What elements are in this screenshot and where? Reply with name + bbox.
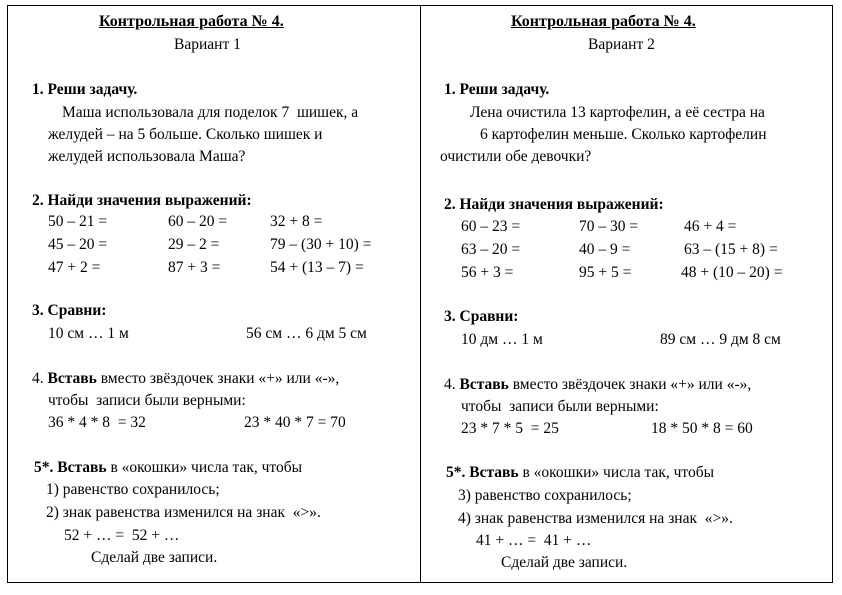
v2-task5-verb: 5*. Вставь — [446, 464, 519, 481]
worksheet-sheet — [7, 5, 833, 583]
v2-task5-line: 3) равенство сохранилось; — [458, 487, 632, 504]
v2-task2-heading: 2. Найди значения выражений: — [444, 196, 664, 213]
v2-task3-heading: 3. Сравни: — [444, 308, 519, 325]
v2-task1-line: 6 картофелин меньше. Сколько картофелин — [480, 126, 767, 143]
v2-task4-number: 4. — [444, 376, 460, 393]
v1-task5-line: 2) знак равенства изменился на знак «>». — [46, 504, 321, 521]
v2-task5-heading — [446, 464, 714, 482]
v1-task5-heading — [34, 459, 302, 477]
v2-expression: 63 – (15 + 8) = — [684, 241, 778, 258]
v2-expression: 95 + 5 = — [579, 264, 632, 281]
column-divider — [420, 6, 421, 582]
v1-task5-line: 52 + … = 52 + … — [64, 527, 180, 544]
v1-compare-item: 56 см … 6 дм 5 см — [246, 325, 367, 342]
v1-task4-rest: вместо звёздочек знаки «+» или «-», — [96, 370, 340, 387]
v2-task5-line: 4) знак равенства изменился на знак «>». — [458, 510, 733, 527]
v2-expression: 40 – 9 = — [579, 241, 631, 258]
v1-task5-line: Сделай две записи. — [91, 549, 218, 566]
v2-expression: 63 – 20 = — [461, 241, 521, 258]
v1-task1-line: желудей использовала Маша? — [48, 148, 246, 165]
v2-expression: 70 – 30 = — [579, 218, 639, 235]
v2-compare-item: 10 дм … 1 м — [461, 331, 543, 348]
v1-task1-line: желудей – на 5 больше. Сколько шишек и — [48, 126, 323, 143]
v2-task1-heading: 1. Реши задачу. — [444, 81, 550, 98]
v1-task2-heading: 2. Найди значения выражений: — [32, 192, 252, 209]
v2-task1-line: очистили обе девочки? — [440, 148, 592, 165]
v2-task4-verb: Вставь — [459, 376, 509, 393]
v2-task5-line: 41 + … = 41 + … — [476, 532, 592, 549]
v1-task3-heading: 3. Сравни: — [32, 302, 107, 319]
v1-task4-item: 23 * 40 * 7 = 70 — [244, 414, 346, 431]
v1-task5-verb: 5*. Вставь — [34, 459, 107, 476]
variant-2-subtitle: Вариант 2 — [588, 36, 655, 53]
v1-expression: 60 – 20 = — [168, 213, 228, 230]
v1-expression: 54 + (13 – 7) = — [270, 259, 364, 276]
variant-1-title: Контрольная работа № 4. — [99, 13, 284, 30]
v2-task4-rest: вместо звёздочек знаки «+» или «-», — [508, 376, 752, 393]
v2-expression: 46 + 4 = — [684, 218, 737, 235]
v1-task5-rest: в «окошки» числа так, чтобы — [106, 459, 303, 476]
v1-expression: 32 + 8 = — [270, 213, 323, 230]
variant-2-title: Контрольная работа № 4. — [511, 13, 696, 30]
v1-task4-verb: Вставь — [47, 370, 97, 387]
v2-task5-line: Сделай две записи. — [501, 554, 628, 571]
v2-task4-item: 23 * 7 * 5 = 25 — [461, 420, 559, 437]
v2-task1-line: Лена очистила 13 картофелин, а её сестра на — [470, 104, 765, 121]
v1-task4-heading — [32, 370, 339, 388]
v1-expression: 87 + 3 = — [168, 259, 221, 276]
v2-expression: 56 + 3 = — [461, 264, 514, 281]
v1-task4-number: 4. — [32, 370, 48, 387]
v1-expression: 47 + 2 = — [48, 259, 101, 276]
v1-expression: 79 – (30 + 10) = — [270, 236, 372, 253]
v1-task1-line: Маша использовала для поделок 7 шишек, а — [62, 104, 359, 121]
v2-compare-item: 89 см … 9 дм 8 см — [660, 331, 781, 348]
v1-expression: 45 – 20 = — [48, 236, 108, 253]
variant-1-subtitle: Вариант 1 — [174, 36, 241, 53]
v1-compare-item: 10 см … 1 м — [48, 325, 129, 342]
v1-expression: 29 – 2 = — [168, 236, 220, 253]
v1-task4-item: 36 * 4 * 8 = 32 — [48, 414, 146, 431]
v1-task4-line: чтобы записи были верными: — [48, 392, 246, 409]
v1-task1-heading: 1. Реши задачу. — [32, 81, 138, 98]
v2-task4-heading — [444, 376, 751, 394]
v2-task4-line: чтобы записи были верными: — [461, 398, 659, 415]
v1-expression: 50 – 21 = — [48, 213, 108, 230]
v1-task5-line: 1) равенство сохранилось; — [46, 481, 220, 498]
v2-expression: 48 + (10 – 20) = — [681, 264, 783, 281]
v2-expression: 60 – 23 = — [461, 218, 521, 235]
v2-task5-rest: в «окошки» числа так, чтобы — [518, 464, 715, 481]
v2-task4-item: 18 * 50 * 8 = 60 — [651, 420, 753, 437]
